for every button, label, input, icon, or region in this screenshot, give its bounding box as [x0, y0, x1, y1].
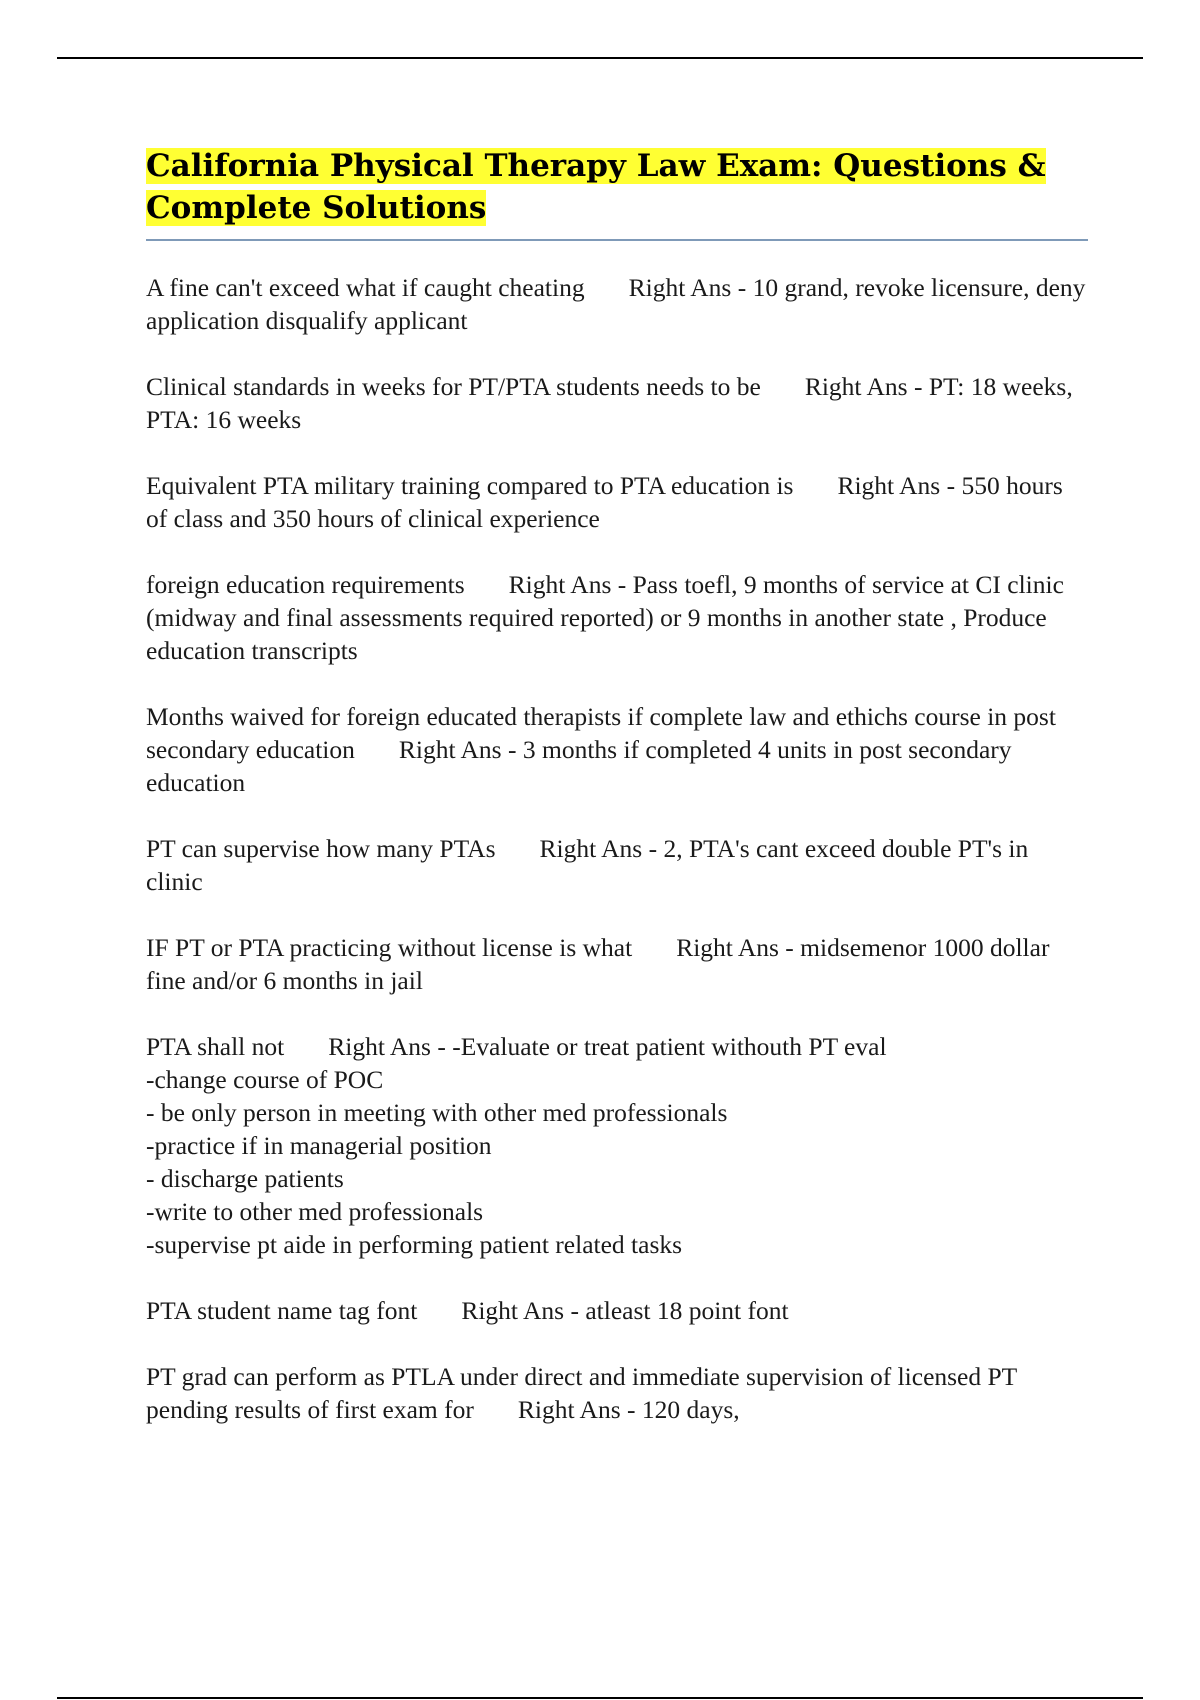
answer-prefix: Right Ans -: [517, 1395, 642, 1424]
question-text: foreign education requirements: [146, 570, 465, 599]
question-text: A fine can't exceed what if caught cheating: [146, 273, 585, 302]
document-body: [146, 145, 1088, 1459]
title-highlight: California Physical Therapy Law Exam: Questions & Complete Solutions: [146, 148, 1046, 226]
bottom-rule: [57, 1697, 1143, 1699]
answer-text: 120 days,: [641, 1395, 740, 1424]
answer-prefix: Right Ans -: [508, 570, 633, 599]
question-text: Months waived for foreign educated therapists if complete law and ethichs course in post secondary education: [146, 702, 1056, 764]
answer-text: 550 hours of class and 350 hours of clinical experience: [146, 471, 1063, 533]
qa-item: [146, 1294, 1088, 1327]
title-underline: [146, 239, 1088, 241]
answer-text: atleast 18 point font: [585, 1296, 789, 1325]
answer-prefix: Right Ans -: [461, 1296, 586, 1325]
answer-text: -Evaluate or treat patient withouth PT eval -change course of POC - be only person in meeting with other med professionals -practice if in managerial position - discharge patients -write to other med professionals -supervise pt aide in performing patient related tasks: [146, 1032, 887, 1259]
question-text: PT grad can perform as PTLA under direct and immediate supervision of licensed PT pending results of first exam for: [146, 1362, 1017, 1424]
question-text: PTA shall not: [146, 1032, 285, 1061]
question-text: Clinical standards in weeks for PT/PTA students needs to be: [146, 372, 761, 401]
answer-text: PT: 18 weeks, PTA: 16 weeks: [146, 372, 1073, 434]
question-text: PT can supervise how many PTAs: [146, 834, 496, 863]
answer-text: 3 months if completed 4 units in post secondary education: [146, 735, 1012, 797]
answer-text: Pass toefl, 9 months of service at CI clinic (midway and final assessments required reported) or 9 months in another state , Produce education transcripts: [146, 570, 1064, 665]
document-title: [146, 145, 1088, 229]
answer-prefix: Right Ans -: [539, 834, 664, 863]
qa-item: [146, 271, 1088, 337]
answer-prefix: Right Ans -: [628, 273, 753, 302]
qa-item: [146, 700, 1088, 799]
answer-prefix: Right Ans -: [837, 471, 962, 500]
qa-item: [146, 370, 1088, 436]
answer-text: midsemenor 1000 dollar fine and/or 6 months in jail: [146, 933, 1050, 995]
answer-prefix: Right Ans -: [328, 1032, 453, 1061]
qa-list: [146, 271, 1088, 1426]
answer-prefix: Right Ans -: [398, 735, 523, 764]
qa-item: [146, 1360, 1088, 1426]
qa-item: [146, 568, 1088, 667]
answer-prefix: Right Ans -: [676, 933, 801, 962]
answer-text: 2, PTA's cant exceed double PT's in clinic: [146, 834, 1029, 896]
qa-item: [146, 931, 1088, 997]
question-text: Equivalent PTA military training compared to PTA education is: [146, 471, 794, 500]
qa-item: [146, 1030, 1088, 1261]
qa-item: [146, 832, 1088, 898]
answer-text: 10 grand, revoke licensure, deny application disqualify applicant: [146, 273, 1086, 335]
answer-prefix: Right Ans -: [804, 372, 929, 401]
question-text: PTA student name tag font: [146, 1296, 418, 1325]
top-rule: [57, 57, 1143, 59]
question-text: IF PT or PTA practicing without license is what: [146, 933, 633, 962]
qa-item: [146, 469, 1088, 535]
